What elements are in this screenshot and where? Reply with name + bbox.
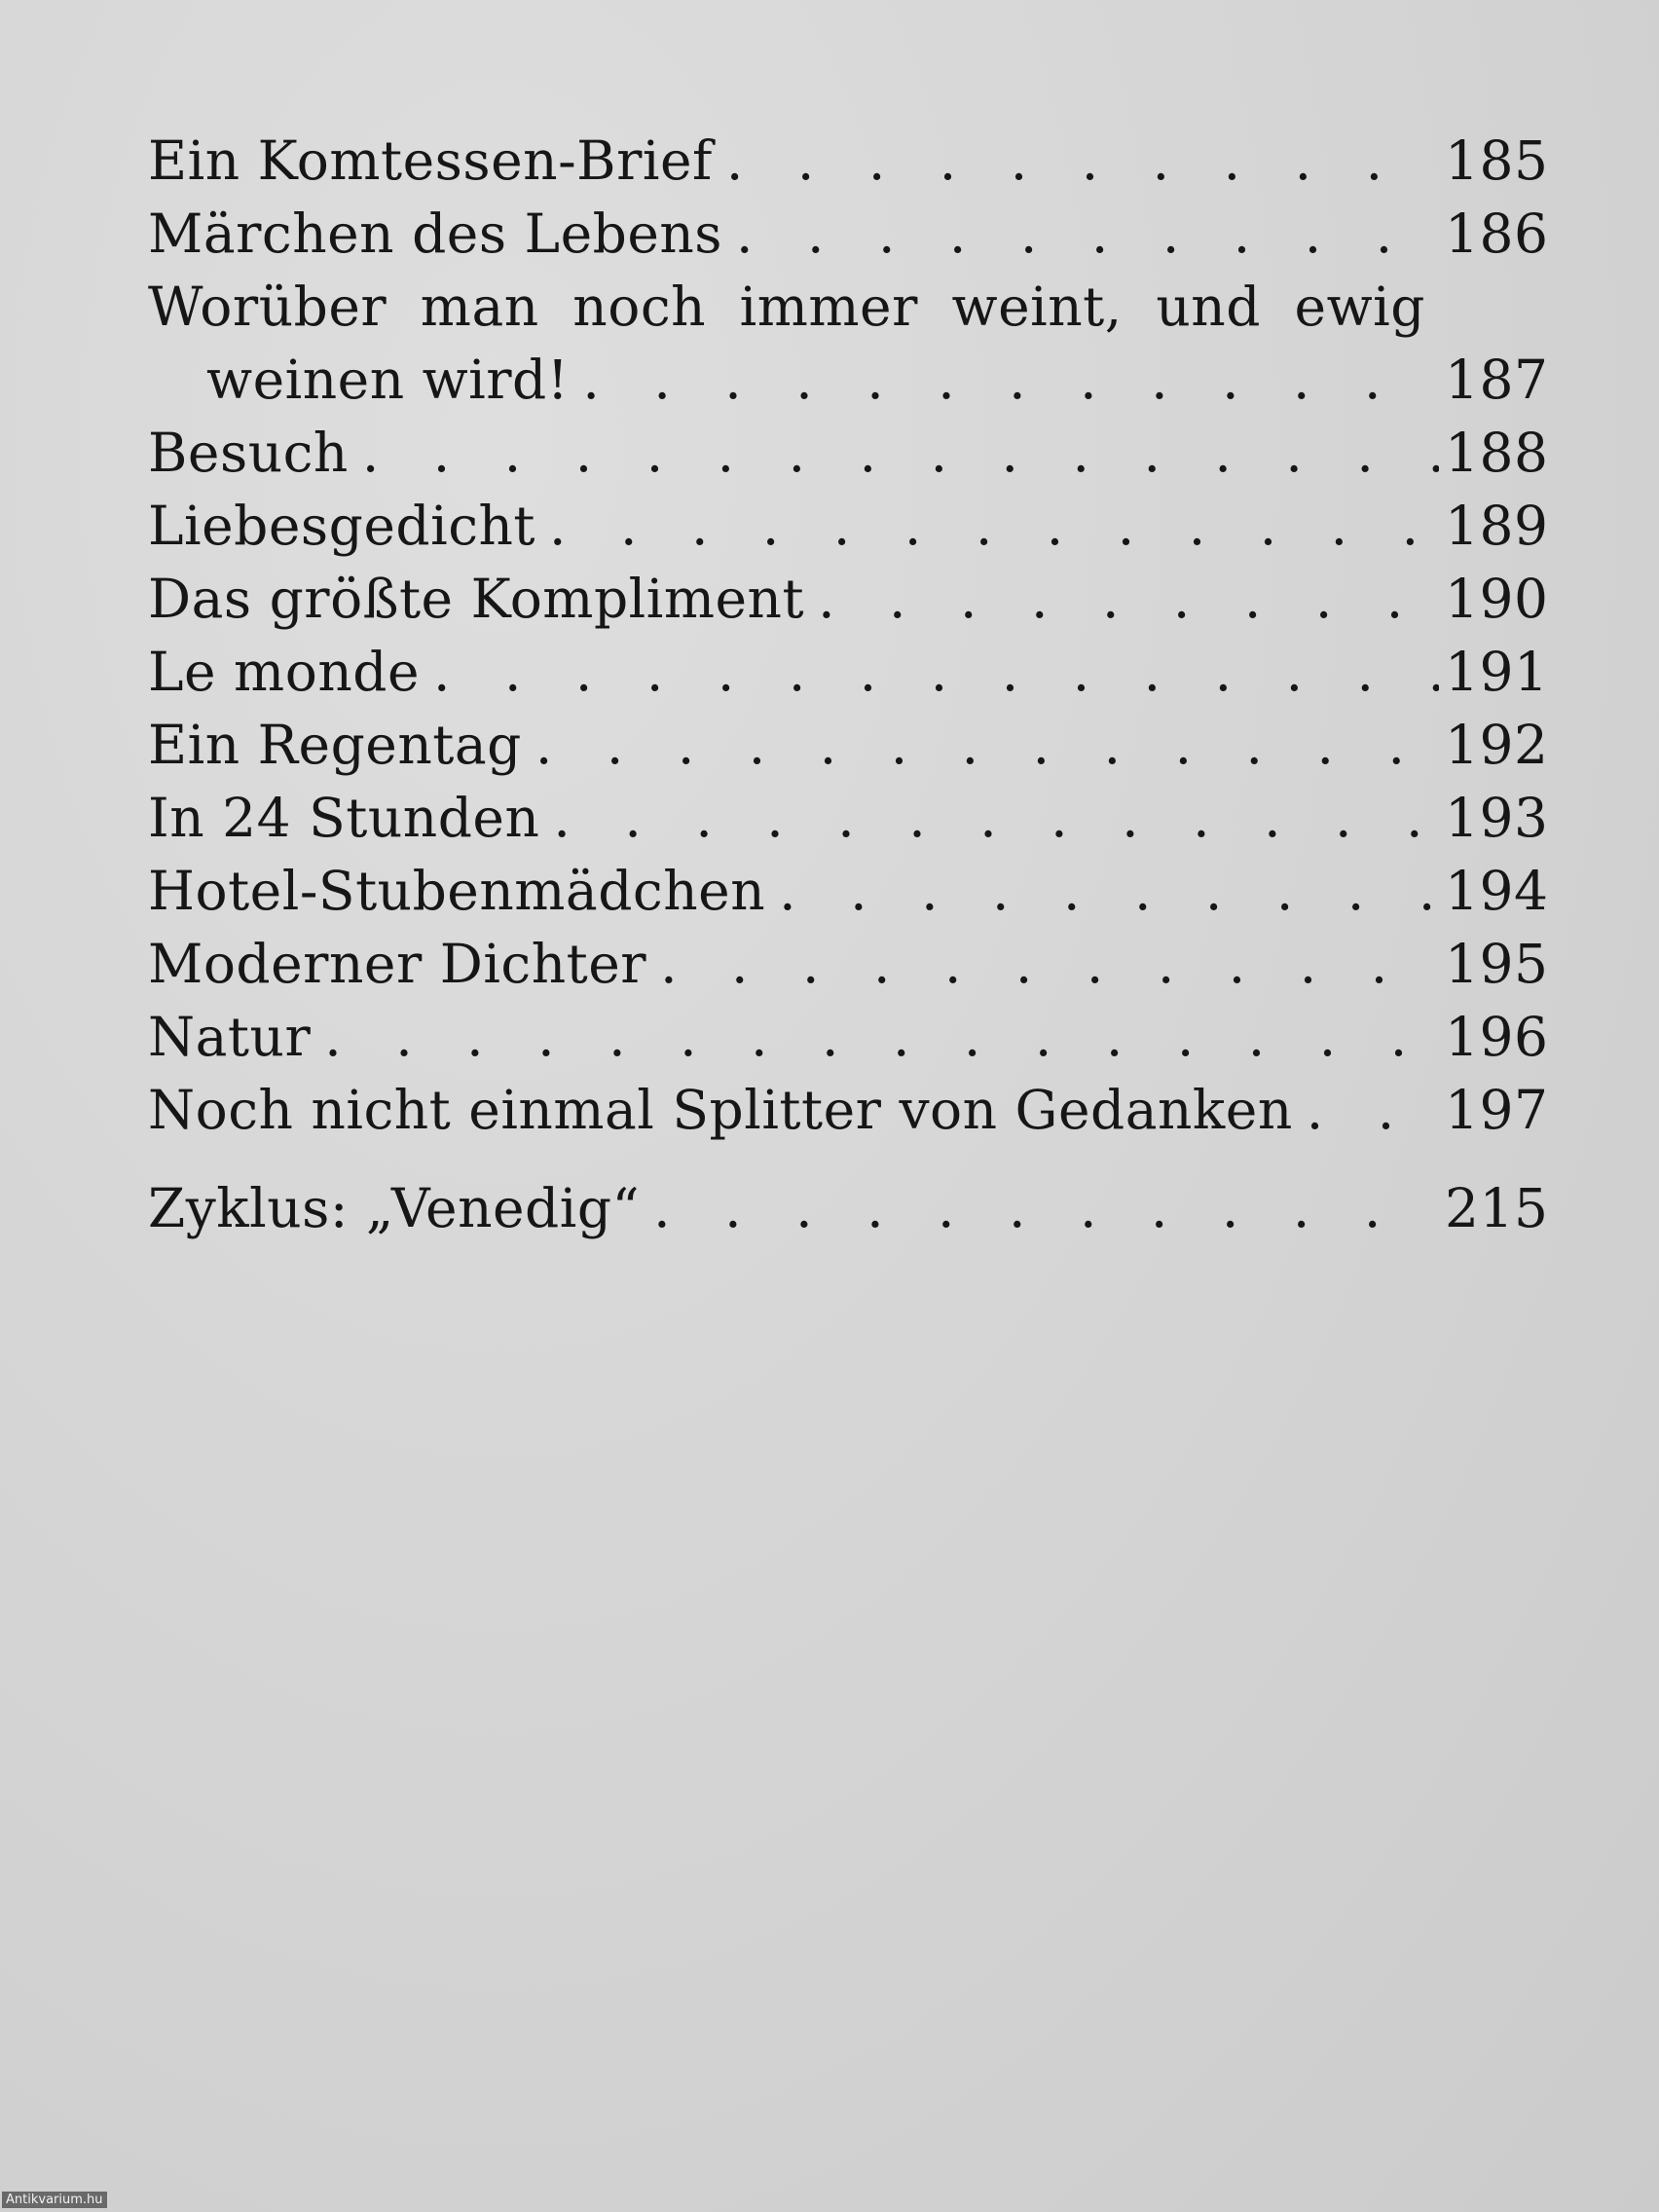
title-word: Worüber [148, 276, 387, 338]
toc-entry-title: In 24 Stunden [148, 787, 540, 849]
toc-entry-title: Zyklus: „Venedig“ [148, 1177, 641, 1239]
toc-entry-page: 192 [1445, 714, 1549, 776]
toc-entry-title-continuation: weinen wird! [206, 349, 570, 411]
toc-entry [148, 1001, 1549, 1074]
toc-entry-page: 215 [1445, 1177, 1549, 1239]
dot-leader [726, 125, 1439, 198]
toc-entry-title: Ein Regentag [148, 714, 522, 776]
toc-entry-page: 197 [1445, 1079, 1549, 1141]
toc-entry-page: 196 [1445, 1006, 1549, 1068]
title-word: noch [572, 276, 707, 338]
toc-entry [148, 198, 1549, 271]
toc-entry-title: Besuch [148, 422, 349, 484]
toc-entry-continuation [148, 344, 1549, 417]
toc-entry-title: Liebesgedicht [148, 495, 536, 557]
dot-leader [553, 782, 1439, 855]
dot-leader [535, 709, 1439, 782]
toc-entry-first-line [148, 271, 1542, 344]
toc-entry [148, 709, 1549, 782]
toc-entry-page: 195 [1445, 933, 1549, 995]
toc-entry [148, 1172, 1549, 1245]
toc-entry [148, 928, 1549, 1001]
toc-entry-title: Natur [148, 1006, 312, 1068]
title-word: ewig [1294, 276, 1425, 338]
toc-entry-title: Ein Komtessen-Brief [148, 129, 713, 192]
dot-leader [433, 636, 1439, 709]
dot-leader [582, 344, 1439, 417]
toc-entry-title: Le monde [148, 641, 420, 703]
toc-entry-page: 194 [1445, 860, 1549, 922]
toc-entry [148, 855, 1549, 928]
toc-entry-page: 193 [1445, 787, 1549, 849]
toc-entry-title: Das größte Kompliment [148, 568, 805, 630]
toc-entry [148, 417, 1549, 490]
toc-entry-title: Noch nicht einmal Splitter von Gedanken [148, 1079, 1293, 1141]
dot-leader [362, 417, 1439, 490]
title-word: weint, [951, 276, 1123, 338]
dot-leader [324, 1001, 1439, 1074]
title-word: und [1156, 276, 1261, 338]
toc-entry [148, 782, 1549, 855]
toc-entry-page: 186 [1445, 203, 1549, 265]
dot-leader [736, 198, 1439, 271]
toc-entry [148, 563, 1549, 636]
watermark: Antikvarium.hu [2, 2192, 107, 2208]
toc-entry-page: 191 [1445, 641, 1549, 703]
toc-entry-page: 189 [1445, 495, 1549, 557]
dot-leader [1307, 1074, 1439, 1147]
dot-leader [653, 1172, 1439, 1245]
title-word: man [420, 276, 539, 338]
dot-leader [660, 928, 1439, 1001]
toc-entry-page: 188 [1445, 422, 1549, 484]
toc-entry-page: 185 [1445, 129, 1549, 192]
title-word: immer [739, 276, 918, 338]
toc-entry-page: 187 [1445, 349, 1549, 411]
toc-entry-title: Moderner Dichter [148, 933, 647, 995]
toc-entry [148, 636, 1549, 709]
dot-leader [818, 563, 1439, 636]
dot-leader [549, 490, 1439, 563]
toc-entry-title: Hotel-Stubenmädchen [148, 860, 766, 922]
toc-entry-title: Märchen des Lebens [148, 203, 723, 265]
toc-entry [148, 1074, 1549, 1147]
toc-entry [148, 490, 1549, 563]
dot-leader [779, 855, 1439, 928]
table-of-contents [148, 125, 1549, 1245]
toc-entry [148, 125, 1549, 198]
toc-entry-page: 190 [1445, 568, 1549, 630]
toc-entry-title [148, 271, 1542, 344]
